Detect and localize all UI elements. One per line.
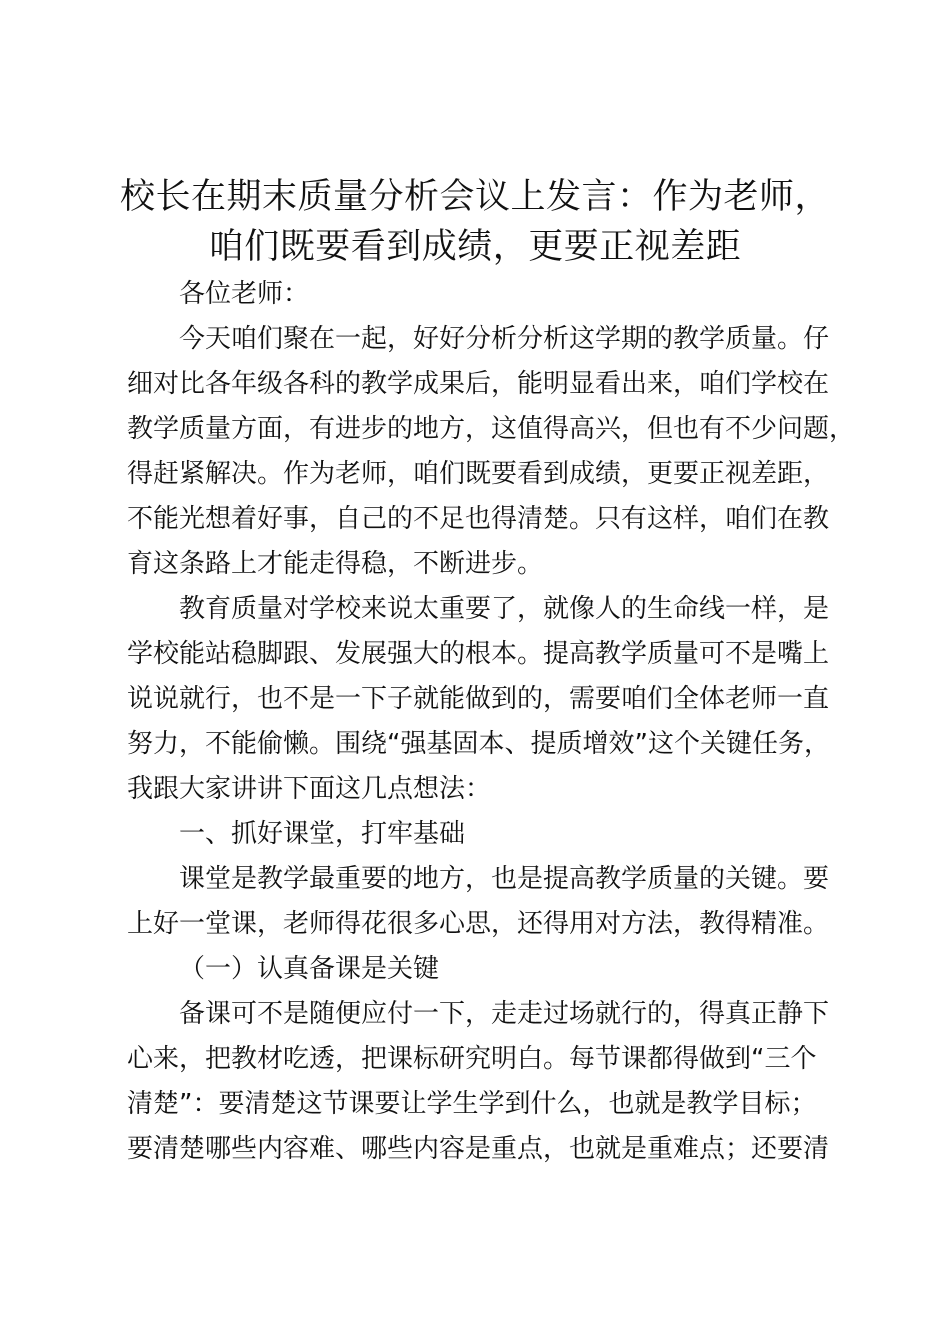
section-heading: 一、抓好课堂，打牢基础 xyxy=(179,819,466,849)
document-title-line-1: 校长在期末质量分析会议上发言：作为老师， xyxy=(119,177,830,217)
body-line: 教学质量方面，有进步的地方，这值得高兴，但也有不少问题， xyxy=(127,414,856,444)
body-line: 清楚”：要清楚这节课要让学生学到什么，也就是教学目标； xyxy=(127,1089,817,1119)
body-line: 细对比各年级各科的教学成果后，能明显看出来，咱们学校在 xyxy=(127,369,830,399)
body-line: 不能光想着好事，自己的不足也得清楚。只有这样，咱们在教 xyxy=(127,504,830,534)
body-line: 心来，把教材吃透，把课标研究明白。每节课都得做到“三个 xyxy=(127,1044,817,1074)
body-line: 上好一堂课，老师得花很多心思，还得用对方法，教得精准。 xyxy=(127,909,830,939)
body-line: 得赶紧解决。作为老师，咱们既要看到成绩，更要正视差距， xyxy=(127,459,830,489)
body-line: 学校能站稳脚跟、发展强大的根本。提高教学质量可不是嘴上 xyxy=(127,639,830,669)
document-body xyxy=(127,272,856,1172)
body-line: 要清楚哪些内容难、哪些内容是重点，也就是重难点；还要清 xyxy=(127,1134,830,1164)
body-line: 今天咱们聚在一起，好好分析分析这学期的教学质量。仔 xyxy=(179,324,830,354)
body-line: 努力，不能偷懒。围绕“强基固本、提质增效”这个关键任务， xyxy=(127,729,830,759)
body-line: 备课可不是随便应付一下，走走过场就行的，得真正静下 xyxy=(179,999,830,1029)
body-line: 教育质量对学校来说太重要了，就像人的生命线一样，是 xyxy=(179,594,830,624)
subsection-heading: （一）认真备课是关键 xyxy=(179,954,440,984)
body-line: 育这条路上才能走得稳，不断进步。 xyxy=(127,549,544,579)
body-line: 说说就行，也不是一下子就能做到的，需要咱们全体老师一直 xyxy=(127,684,830,714)
body-line: 课堂是教学最重要的地方，也是提高教学质量的关键。要 xyxy=(179,864,830,894)
salutation: 各位老师： xyxy=(179,279,310,309)
document-title-line-2: 咱们既要看到成绩，更要正视差距 xyxy=(208,227,742,267)
body-line: 我跟大家讲讲下面这几点想法： xyxy=(127,774,492,804)
